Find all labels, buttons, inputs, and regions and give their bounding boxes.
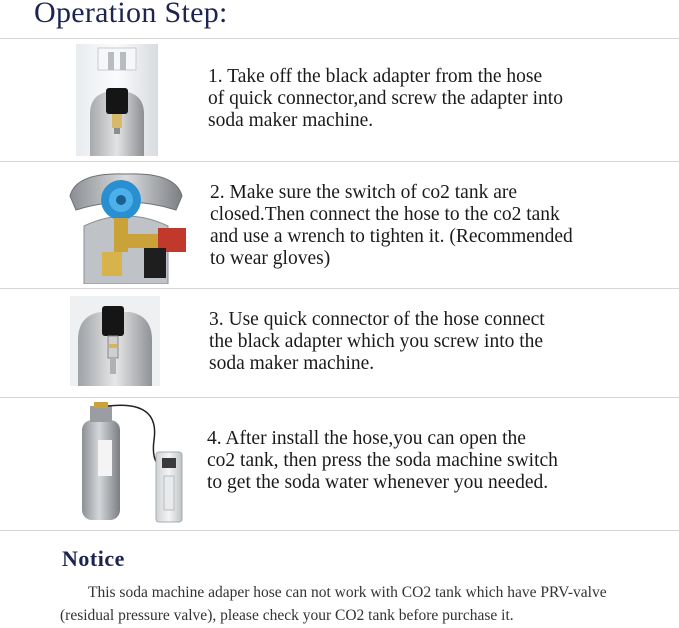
notice-text: This soda machine adaper hose can not work with CO2 tank which have PRV-valve (residual pressure valve), please check your CO2 tank before purchase it. — [60, 584, 607, 624]
divider — [0, 38, 679, 39]
step-4-text: 4. After install the hose,you can open the co2 tank, then press the soda machine switch to get the soda water whenever you needed. — [207, 428, 558, 493]
divider — [0, 397, 679, 398]
step-3-text: 3. Use quick connector of the hose connect the black adapter which you screw into the soda maker machine. — [209, 309, 545, 374]
notice-heading: Notice — [62, 546, 125, 571]
step-2-text: 2. Make sure the switch of co2 tank are closed.Then connect the hose to the co2 tank and use a wrench to tighten it. (Recommended to wear gloves) — [210, 182, 573, 269]
quick-connector-photo — [70, 296, 160, 386]
divider — [0, 161, 679, 162]
adapter-into-soda-maker-photo — [76, 44, 158, 156]
page-title: Operation Step: — [34, 0, 228, 29]
divider — [0, 530, 679, 531]
divider — [0, 288, 679, 289]
co2-tank-valve-hose-photo — [66, 166, 186, 284]
step-1-text: 1. Take off the black adapter from the hose of quick connector,and screw the adapter into soda maker machine. — [208, 66, 563, 131]
tank-and-soda-machine-photo — [76, 400, 194, 524]
